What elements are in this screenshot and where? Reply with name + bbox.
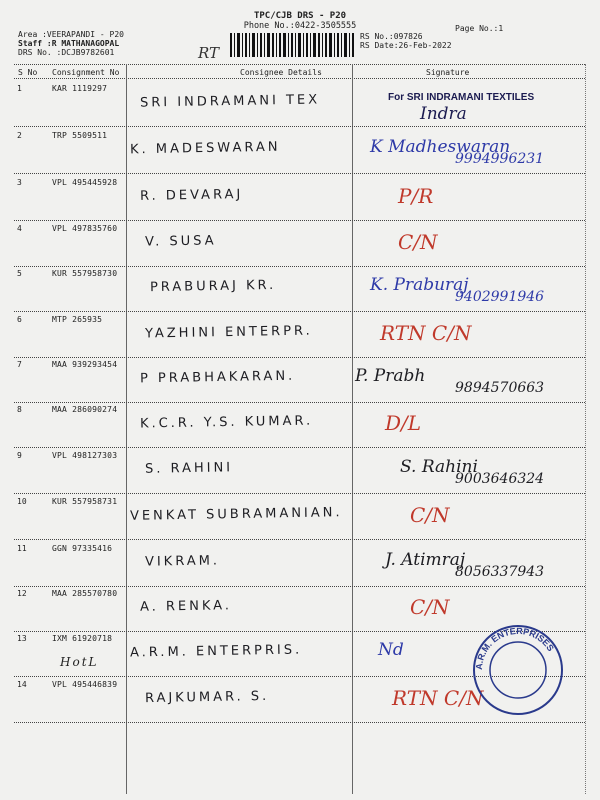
recipient-phone: 9894570663 bbox=[455, 380, 545, 396]
row-serial-number: 6 bbox=[17, 315, 22, 324]
consignee-name: VENKAT SUBRAMANIAN. bbox=[129, 505, 343, 524]
consignment-number: KUR 557958731 bbox=[52, 497, 118, 506]
recipient-phone: 8056337943 bbox=[455, 564, 545, 580]
rs-date: RS Date:26-Feb-2022 bbox=[360, 41, 452, 50]
recipient-signature: RTN C/N bbox=[392, 686, 484, 710]
consignment-number: GGN 97335416 bbox=[52, 544, 113, 553]
consignment-number: MAA 285570780 bbox=[52, 589, 118, 598]
row-serial-number: 5 bbox=[17, 269, 22, 278]
phone-number: Phone No.:0422-3505555 bbox=[243, 21, 357, 31]
row-serial-number: 3 bbox=[17, 178, 22, 187]
row-serial-number: 12 bbox=[17, 589, 27, 598]
seal-text: A.R.M. ENTERPRISES bbox=[473, 625, 556, 671]
row-divider bbox=[14, 493, 585, 494]
consignee-name: K.C.R. Y.S. KUMAR. bbox=[139, 413, 314, 432]
col-consignment-header: Consignment No bbox=[52, 68, 120, 77]
consignee-name: PRABURAJ KR. bbox=[149, 277, 277, 296]
consignment-number: VPL 495446839 bbox=[52, 680, 118, 689]
col-signature-header: Signature bbox=[426, 68, 470, 77]
recipient-signature: P. Prabh bbox=[355, 366, 426, 386]
company-stamp-text: For SRI INDRAMANI TEXTILES bbox=[388, 92, 535, 103]
recipient-signature: C/N bbox=[398, 230, 438, 254]
recipient-phone: 9402991946 bbox=[455, 289, 545, 305]
row-serial-number: 13 bbox=[17, 634, 27, 643]
recipient-signature: Nd bbox=[378, 640, 404, 660]
recipient-signature: C/N bbox=[410, 595, 450, 619]
row-serial-number: 2 bbox=[17, 131, 22, 140]
consignee-name: A.R.M. ENTERPRIS. bbox=[129, 642, 303, 661]
consignment-number: KUR 557958730 bbox=[52, 269, 118, 278]
barcode-image bbox=[230, 33, 354, 57]
consignment-number: MTP 265935 bbox=[52, 315, 103, 324]
company-seal-stamp bbox=[470, 622, 566, 718]
handwritten-note: HotL bbox=[60, 655, 99, 669]
row-divider bbox=[14, 586, 585, 587]
row-divider bbox=[14, 311, 585, 312]
recipient-signature: K Madheswaran bbox=[370, 137, 511, 157]
svg-text:A.R.M. ENTERPRISES bbox=[474, 626, 556, 670]
page-number: Page No.:1 bbox=[455, 24, 504, 33]
row-serial-number: 9 bbox=[17, 451, 22, 460]
recipient-signature: C/N bbox=[410, 503, 450, 527]
recipient-signature: D/L bbox=[385, 411, 422, 435]
consignee-name: SRI INDRAMANI TEX bbox=[139, 92, 321, 111]
row-serial-number: 1 bbox=[17, 84, 22, 93]
consignee-name: P PRABHAKARAN. bbox=[139, 368, 296, 387]
consignment-number: MAA 939293454 bbox=[52, 360, 118, 369]
drs-number: DRS No. :DCJB9782601 bbox=[18, 48, 115, 57]
consignee-name: V. SUSA bbox=[144, 233, 217, 250]
row-serial-number: 7 bbox=[17, 360, 22, 369]
recipient-phone: 9003646324 bbox=[455, 471, 545, 487]
staff-label: Staff :R MATHANAGOPAL bbox=[18, 39, 120, 48]
consignment-number: KAR 1119297 bbox=[52, 84, 108, 93]
row-divider bbox=[14, 402, 585, 403]
consignee-name: RAJKUMAR. S. bbox=[144, 688, 270, 707]
table-header-rule bbox=[14, 78, 585, 79]
consignee-name: R. DEVARAJ bbox=[139, 187, 244, 204]
row-divider bbox=[14, 126, 585, 127]
consignment-number: VPL 497835760 bbox=[52, 224, 118, 233]
col-consignee-header: Consignee Details bbox=[240, 68, 322, 77]
consignment-number: VPL 495445928 bbox=[52, 178, 118, 187]
recipient-signature: P/R bbox=[398, 184, 434, 208]
row-divider bbox=[14, 447, 585, 448]
consignee-name: VIKRAM. bbox=[144, 553, 221, 570]
consignment-number: IXM 61920718 bbox=[52, 634, 113, 643]
row-divider bbox=[14, 173, 585, 174]
consignee-name: A. RENKA. bbox=[139, 598, 233, 615]
recipient-signature: RTN C/N bbox=[380, 321, 472, 345]
row-serial-number: 10 bbox=[17, 497, 27, 506]
consignee-name: YAZHINI ENTERPR. bbox=[144, 323, 313, 342]
consignee-name: S. RAHINI bbox=[144, 460, 234, 477]
rs-number: RS No.:097826 bbox=[360, 32, 423, 41]
recipient-signature: K. Praburaj bbox=[370, 275, 469, 295]
row-divider bbox=[14, 722, 585, 723]
consignment-number: TRP 5509511 bbox=[52, 131, 108, 140]
consignment-number: VPL 498127303 bbox=[52, 451, 118, 460]
recipient-signature: J. Atimraj bbox=[385, 550, 466, 570]
row-serial-number: 11 bbox=[17, 544, 27, 553]
handwritten-initials: RT bbox=[198, 44, 220, 62]
consignment-number: MAA 286090274 bbox=[52, 405, 118, 414]
recipient-signature: Indra bbox=[420, 104, 467, 124]
row-serial-number: 14 bbox=[17, 680, 27, 689]
row-serial-number: 8 bbox=[17, 405, 22, 414]
row-divider bbox=[14, 266, 585, 267]
recipient-phone: 9994996231 bbox=[455, 151, 545, 167]
area-label: Area :VEERAPANDI - P20 bbox=[18, 30, 124, 39]
recipient-signature: S. Rahini bbox=[400, 457, 478, 477]
row-divider bbox=[14, 357, 585, 358]
row-divider bbox=[14, 539, 585, 540]
col-sno-header: S No bbox=[18, 68, 38, 77]
consignee-name: K. MADESWARAN bbox=[129, 139, 281, 158]
sheet-title: TPC/CJB DRS - P20 bbox=[253, 11, 347, 21]
row-serial-number: 4 bbox=[17, 224, 22, 233]
table-top-rule bbox=[14, 64, 585, 65]
row-divider bbox=[14, 220, 585, 221]
column-divider bbox=[585, 64, 586, 794]
